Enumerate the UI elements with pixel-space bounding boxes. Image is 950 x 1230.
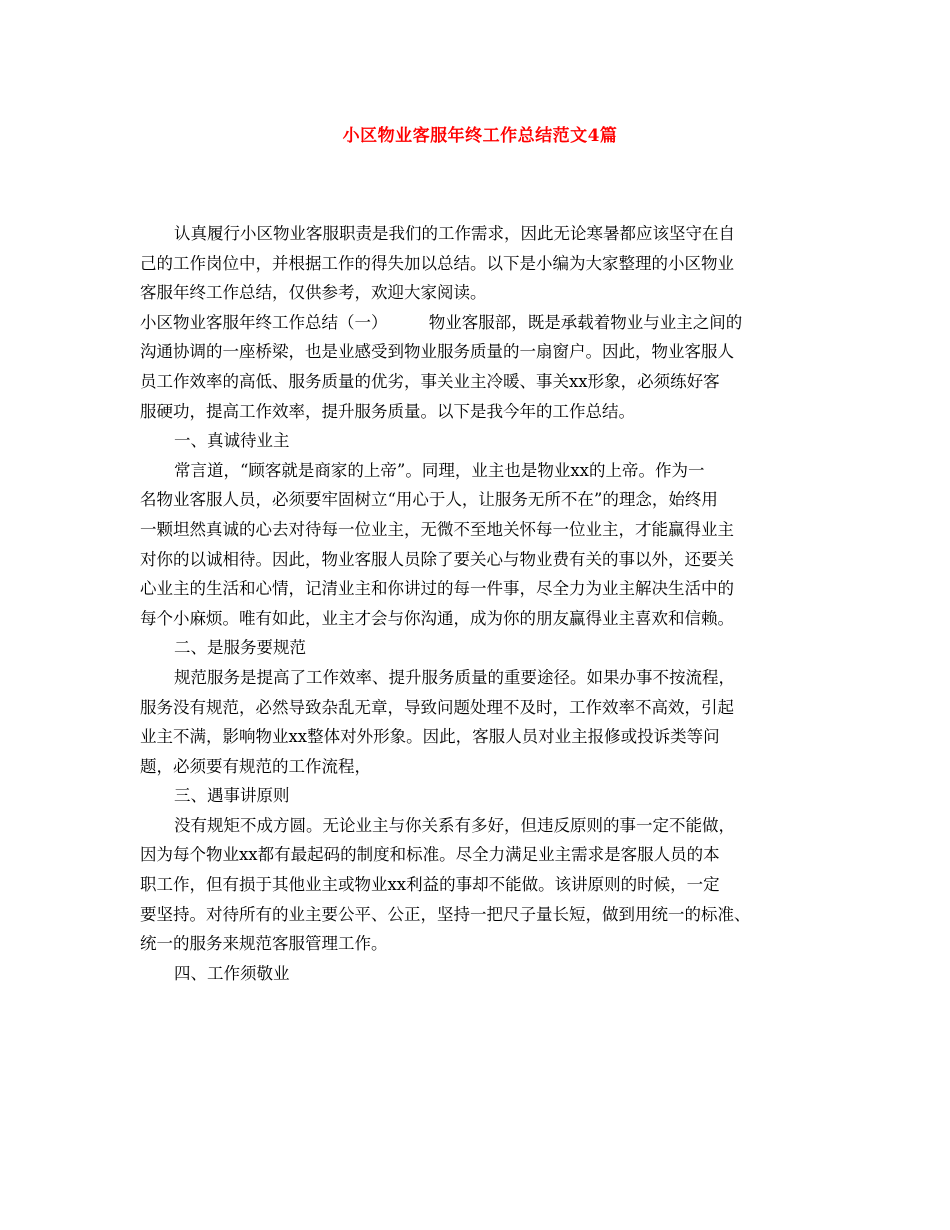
body-line: 员工作效率的高低、服务质量的优劣，事关业主冷暖、事关xx形象，必须练好客 xyxy=(140,371,720,391)
body-line: 一颗坦然真诚的心去对待每一位业主，无微不至地关怀每一位业主，才能赢得业主 xyxy=(140,519,734,539)
body-line: 统一的服务来规范客服管理工作。 xyxy=(140,934,388,954)
section-heading: 二、是服务要规范 xyxy=(174,638,306,658)
body-line: 服务没有规范，必然导致杂乱无章，导致问题处理不及时，工作效率不高效，引起 xyxy=(140,697,734,717)
body-line: 因为每个物业xx都有最起码的制度和标准。尽全力满足业主需求是客服人员的本 xyxy=(140,845,720,865)
document-body xyxy=(140,219,820,988)
body-line: 规范服务是提高了工作效率、提升服务质量的重要途径。如果办事不按流程， xyxy=(174,667,735,687)
section-heading: 三、遇事讲原则 xyxy=(174,786,290,806)
body-line: 常言道，“顾客就是商家的上帝”。同理，业主也是物业xx的上帝。作为一 xyxy=(174,460,705,480)
body-line: 认真履行小区物业客服职责是我们的工作需求，因此无论寒暑都应该坚守在自 xyxy=(174,224,735,243)
body-line: 小区物业客服年终工作总结（一） 物业客服部，既是承载着物业与业主之间的 xyxy=(140,312,743,332)
body-line: 心业主的生活和心情，记清业主和你讲过的每一件事，尽全力为业主解决生活中的 xyxy=(140,579,734,599)
body-line: 题，必须要有规范的工作流程， xyxy=(140,756,371,776)
body-line: 服硬功，提高工作效率，提升服务质量。以下是我今年的工作总结。 xyxy=(140,401,635,421)
section-heading: 四、工作须敬业 xyxy=(174,963,290,983)
body-line: 名物业客服人员，必须要牢固树立“用心于人，让服务无所不在”的理念，始终用 xyxy=(140,490,718,510)
body-line: 每个小麻烦。唯有如此，业主才会与你沟通，成为你的朋友赢得业主喜欢和信赖。 xyxy=(140,608,734,628)
body-line: 己的工作岗位中，并根据工作的得失加以总结。以下是小编为大家整理的小区物业 xyxy=(140,253,734,273)
section-heading: 一、真诚待业主 xyxy=(174,431,290,451)
body-line: 没有规矩不成方圆。无论业主与你关系有多好，但违反原则的事一定不能做， xyxy=(174,815,735,835)
body-line: 职工作，但有损于其他业主或物业xx利益的事却不能做。该讲原则的时候，一定 xyxy=(140,875,720,895)
body-line: 对你的以诚相待。因此，物业客服人员除了要关心与物业费有关的事以外，还要关 xyxy=(140,549,734,569)
body-line: 业主不满，影响物业xx整体对外形象。因此，客服人员对业主报修或投诉类等问 xyxy=(140,727,720,747)
document-title: 小区物业客服年终工作总结范文4篇 xyxy=(342,126,618,146)
body-line: 客服年终工作总结，仅供参考，欢迎大家阅读。 xyxy=(140,283,487,303)
body-line: 沟通协调的一座桥梁，也是业感受到物业服务质量的一扇窗户。因此，物业客服人 xyxy=(140,342,734,362)
body-line: 要坚持。对待所有的业主要公平、公正，坚持一把尺子量长短，做到用统一的标准、 xyxy=(140,904,751,924)
